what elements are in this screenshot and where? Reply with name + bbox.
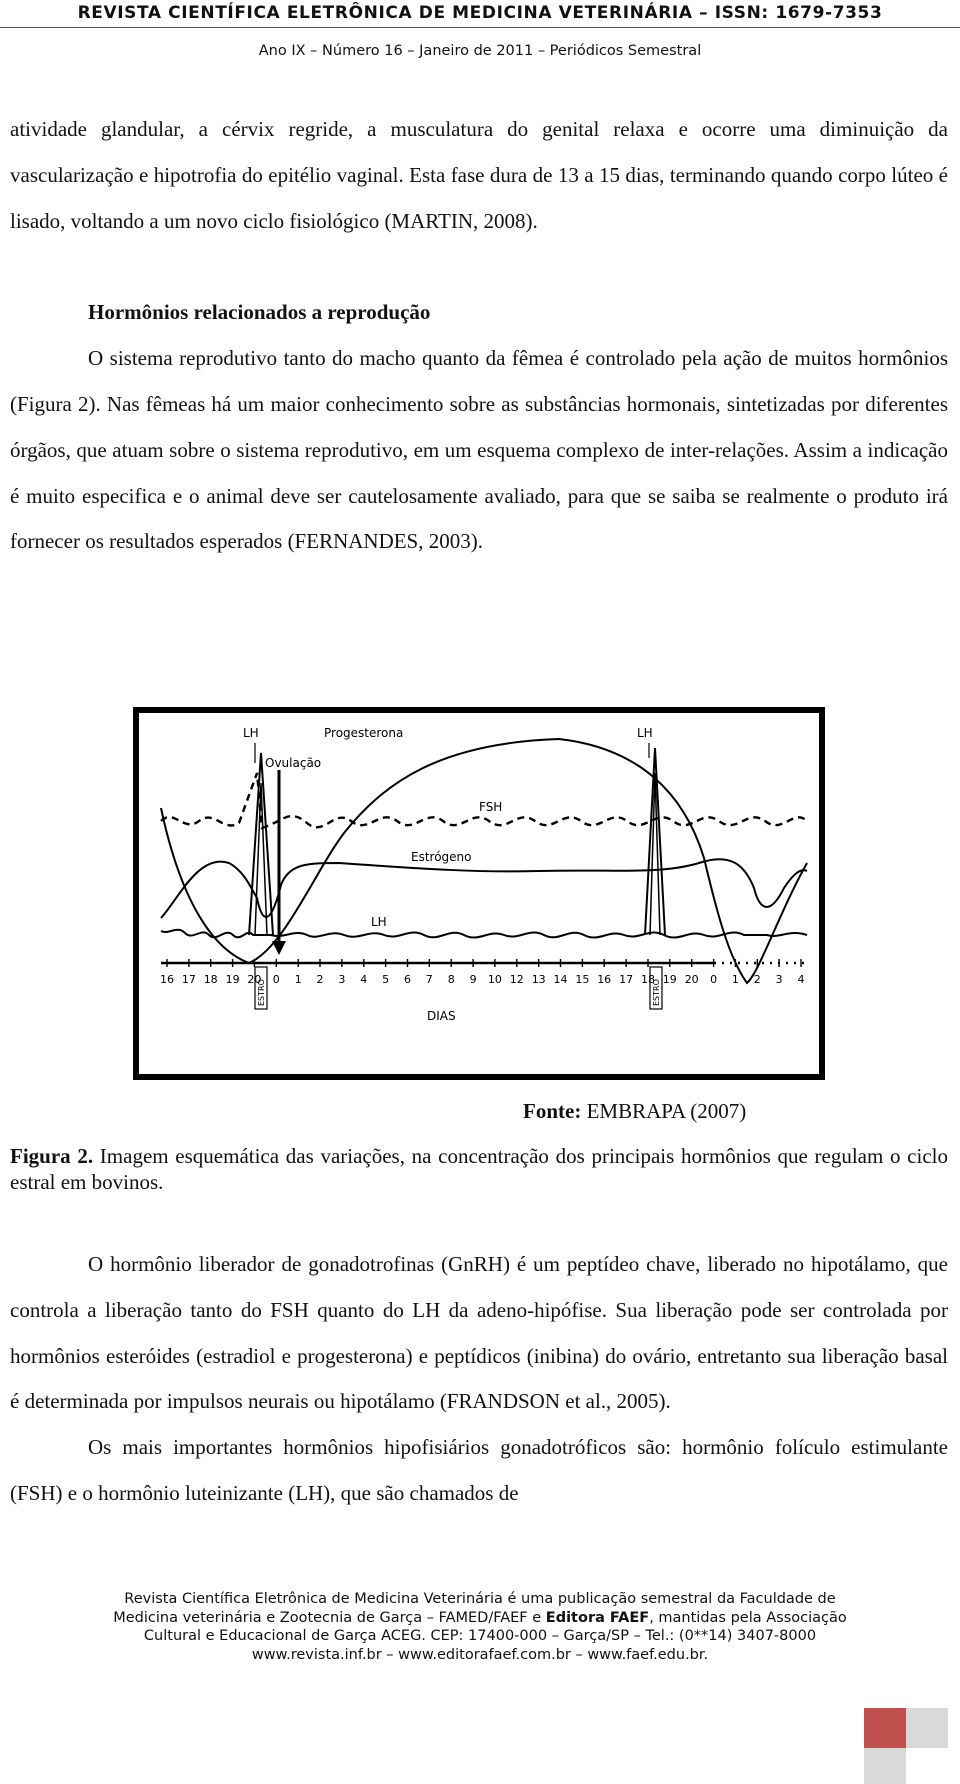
journal-title: REVISTA CIENTÍFICA ELETRÔNICA DE MEDICINA VETERINÁRIA – ISSN: 1679-7353 (77, 3, 883, 23)
paragraph-4: Os mais importantes hormônios hipofisiários gonadotróficos são: hormônio folículo estimulante (FSH) e o hormônio luteinizante (LH), que são chamados de (10, 1435, 948, 1505)
x-tick-label: 2 (753, 973, 761, 986)
x-tick-label: 20 (684, 973, 699, 986)
x-tick-label: 5 (382, 973, 390, 986)
lh-baseline-curve (161, 930, 807, 938)
x-tick-label: 19 (662, 973, 677, 986)
x-tick-label: 2 (316, 973, 324, 986)
x-tick-label: 18 (203, 973, 218, 986)
x-tick-label: 4 (360, 973, 368, 986)
figure-caption (10, 1143, 948, 1195)
x-tick-label: 3 (775, 973, 783, 986)
label-progesterona: Progesterona (324, 726, 404, 740)
label-lh-right: LH (637, 726, 653, 740)
x-tick-label: 0 (272, 973, 280, 986)
label-lh-base: LH (371, 915, 387, 929)
x-tick-label: 14 (553, 973, 568, 986)
x-tick-label: 1 (731, 973, 739, 986)
footer-line-1: Revista Científica Eletrônica de Medicina Veterinária é uma publicação semestral da Faculdade de (124, 1591, 836, 1607)
label-ovulacao: Ovulação (265, 756, 322, 770)
x-tick-label: 4 (797, 973, 805, 986)
source-label: Fonte: (523, 1099, 582, 1123)
x-tick-label: 15 (575, 973, 590, 986)
corner-square-red (864, 1708, 906, 1748)
x-tick-label: 3 (338, 973, 346, 986)
page-footer (0, 1590, 960, 1664)
paragraph-2: O sistema reprodutivo tanto do macho quanto da fêmea é controlado pela ação de muitos hormônios (Figura 2). Nas fêmeas há um maior conhecimento sobre as substâncias hormonais, sintetizadas por diferentes órgãos, que atuam sobre o sistema reprodutivo, em um esquema complexo de inter-relações. Assim a indicação é muito especifica e o animal deve ser cautelosamente avaliado, para que se saiba se realmente o produto irá fornecer os resultados esperados (FERNANDES, 2003). (10, 346, 948, 554)
header-rule (0, 27, 960, 28)
x-tick-label: 12 (509, 973, 524, 986)
x-tick-label: 19 (225, 973, 240, 986)
hormone-cycle-diagram (139, 713, 819, 1074)
issue-line: Ano IX – Número 16 – Janeiro de 2011 – Periódicos Semestral (258, 43, 702, 59)
figure-source (523, 1096, 746, 1126)
ovulation-arrow-head (272, 941, 286, 955)
x-tick-label: 0 (710, 973, 718, 986)
section-heading: Hormônios relacionados a reprodução (88, 300, 431, 325)
x-tick-label: 17 (181, 973, 196, 986)
lh-surge-left (249, 753, 273, 935)
x-tick-label: 17 (619, 973, 634, 986)
footer-line-2 (0, 1609, 960, 1628)
label-lh-left: LH (243, 726, 259, 740)
x-tick-label: 6 (404, 973, 411, 986)
paragraph-3: O hormônio liberador de gonadotrofinas (GnRH) é um peptídeo chave, liberado no hipotálamo, que controla a liberação tanto do FSH quanto do LH da adeno-hipófise. Sua liberação pode ser controlada por hormônios esteróides (estradiol e progesterona) e peptídicos (inibina) do ovário, entretanto sua liberação basal é determinada por impulsos neurais ou hipotálamo (FRANDSON et al., 2005). (10, 1252, 948, 1414)
x-tick-label: 7 (425, 973, 433, 986)
source-text: EMBRAPA (2007) (581, 1099, 747, 1123)
label-estrogeno: Estrógeno (411, 850, 472, 864)
x-tick-label: 1 (294, 973, 302, 986)
footer-line-3: Cultural e Educacional de Garça ACEG. CEP: 17400-000 – Garça/SP – Tel.: (0**14) 3407-8000 (143, 1628, 817, 1644)
hormone-cycle-figure (133, 707, 825, 1080)
footer-line-4: www.revista.inf.br – www.editorafaef.com.br – www.faef.edu.br. (251, 1646, 709, 1663)
upper-text (10, 107, 948, 565)
caption-text: Imagem esquemática das variações, na concentração dos principais hormônios que regulam o ciclo estral em bovinos. (10, 1144, 948, 1194)
lower-text (10, 1242, 948, 1517)
label-estro-left: ESTRO (257, 979, 266, 1006)
x-tick-label: 16 (597, 973, 612, 986)
x-tick-label: 8 (447, 973, 455, 986)
x-tick-label: 10 (487, 973, 502, 986)
x-tick-label: 9 (469, 973, 477, 986)
corner-square-gray-1 (906, 1708, 948, 1748)
x-tick-label: 13 (531, 973, 546, 986)
x-tick-label: 20 (247, 973, 262, 986)
footer-publisher: Editora FAEF (545, 1609, 650, 1626)
caption-label: Figura 2. (10, 1144, 94, 1168)
label-dias: DIAS (427, 1009, 456, 1023)
paragraph-1: atividade glandular, a cérvix regride, a musculatura do genital relaxa e ocorre uma diminuição da vascularização e hipotrofia do epitélio vaginal. Esta fase dura de 13 a 15 dias, terminando quando corpo lúteo é lisado, voltando a um novo ciclo fisiológico (MARTIN, 2008). (10, 117, 948, 233)
label-estro-right: ESTRO (652, 979, 661, 1006)
footer-line-2c: , mantidas pela Associação (649, 1609, 847, 1626)
label-fsh: FSH (479, 800, 503, 814)
x-tick-label: 16 (160, 973, 174, 986)
x-tick-label: 18 (641, 973, 655, 986)
corner-square-gray-2 (864, 1748, 906, 1784)
footer-line-2a: Medicina veterinária e Zootecnia de Garça – FAMED/FAEF e (113, 1609, 546, 1626)
